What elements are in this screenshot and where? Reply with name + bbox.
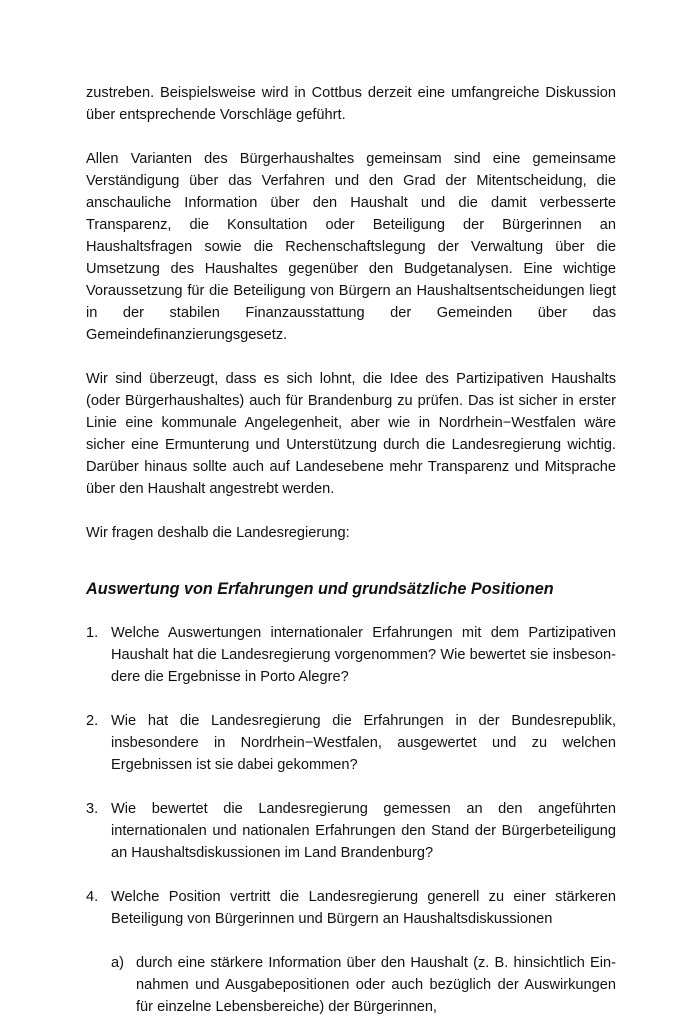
paragraph-question-lead: Wir fragen deshalb die Landesregierung:: [86, 525, 350, 541]
question-number: 3.: [86, 801, 99, 817]
question-text: Wie hat die Landesregierung die Erfahrungen in der Bundesrepublik, insbesondere in Nordrhein−Westfalen, ausgewertet und zu welchen Ergebnissen ist sie dabei gekommen?: [111, 713, 616, 773]
question-item: [86, 886, 616, 930]
question-item: [86, 798, 616, 864]
question-item: [86, 622, 616, 688]
paragraph-intro-continuation: zustreben. Beispielsweise wird in Cottbus derzeit eine umfangreiche Diskussion über entsprechende Vorschläge geführt.: [86, 85, 616, 123]
section-heading: Auswertung von Erfahrungen und grundsätzliche Positionen: [86, 580, 554, 598]
question-number: 1.: [86, 625, 99, 641]
question-text: Wie bewertet die Landesregierung gemessen an den angeführten internationalen und nationalen Erfahrungen den Stand der Bürgerbeteiligung an Haushaltsdiskussionen im Land Brandenburg?: [111, 801, 616, 861]
question-item: [86, 710, 616, 776]
sub-question-letter: a): [111, 955, 124, 971]
document-page: [86, 82, 616, 1018]
question-text: Welche Auswertungen internationaler Erfahrungen mit dem Partizipativen Haushalt hat die Landesregierung vorgenommen? Wie bewertet sie insbesondere die Ergebnisse in Porto Alegre?: [111, 625, 616, 685]
question-number: 2.: [86, 713, 99, 729]
paragraph-variants: Allen Varianten des Bürgerhaushaltes gemeinsam sind eine gemeinsame Verständigung über das Verfahren und den Grad der Mitentscheidung, die anschauliche Information über den Haushalt und die damit verbesserte Transparenz, die Konsultation oder Beteiligung der Bürgerinnen an Haushaltsfragen sowie die Rechenschaftslegung der Verwaltung über die Umsetzung des Haushaltes gegenüber den Budgetanalysen. Eine wichtige Voraussetzung für die Beteiligung von Bürgern an Haushaltsentscheidungen liegt in der stabilen Finanzausstattung der Gemeinden über das Gemeindefinanzierungsgesetz.: [86, 151, 616, 343]
sub-question-item: [86, 952, 616, 1018]
sub-question-text: durch eine stärkere Information über den Haushalt (z. B. hinsichtlich Einnahmen und Ausgabepositionen oder auch bezüglich der Auswirkungen für einzelne Lebensbereiche) der Bürgerinnen,: [136, 955, 616, 1015]
question-text: Welche Position vertritt die Landesregierung generell zu einer stärkeren Beteiligung von Bürgerinnen und Bürgern an Haushaltsdiskussionen: [111, 889, 616, 927]
question-number: 4.: [86, 889, 99, 905]
paragraph-conviction: Wir sind überzeugt, dass es sich lohnt, die Idee des Partizipativen Haushalts (oder Bürgerhaushaltes) auch für Brandenburg zu prüfen. Das ist sicher in erster Linie eine kommunale Angelegenheit, aber wie in Nordrhein−Westfalen wäre sicher eine Ermunterung und Unterstützung durch die Landesregierung wichtig. Darüber hinaus sollte auch auf Landesebene mehr Transparenz und Mitsprache über den Haushalt angestrebt werden.: [86, 371, 616, 497]
